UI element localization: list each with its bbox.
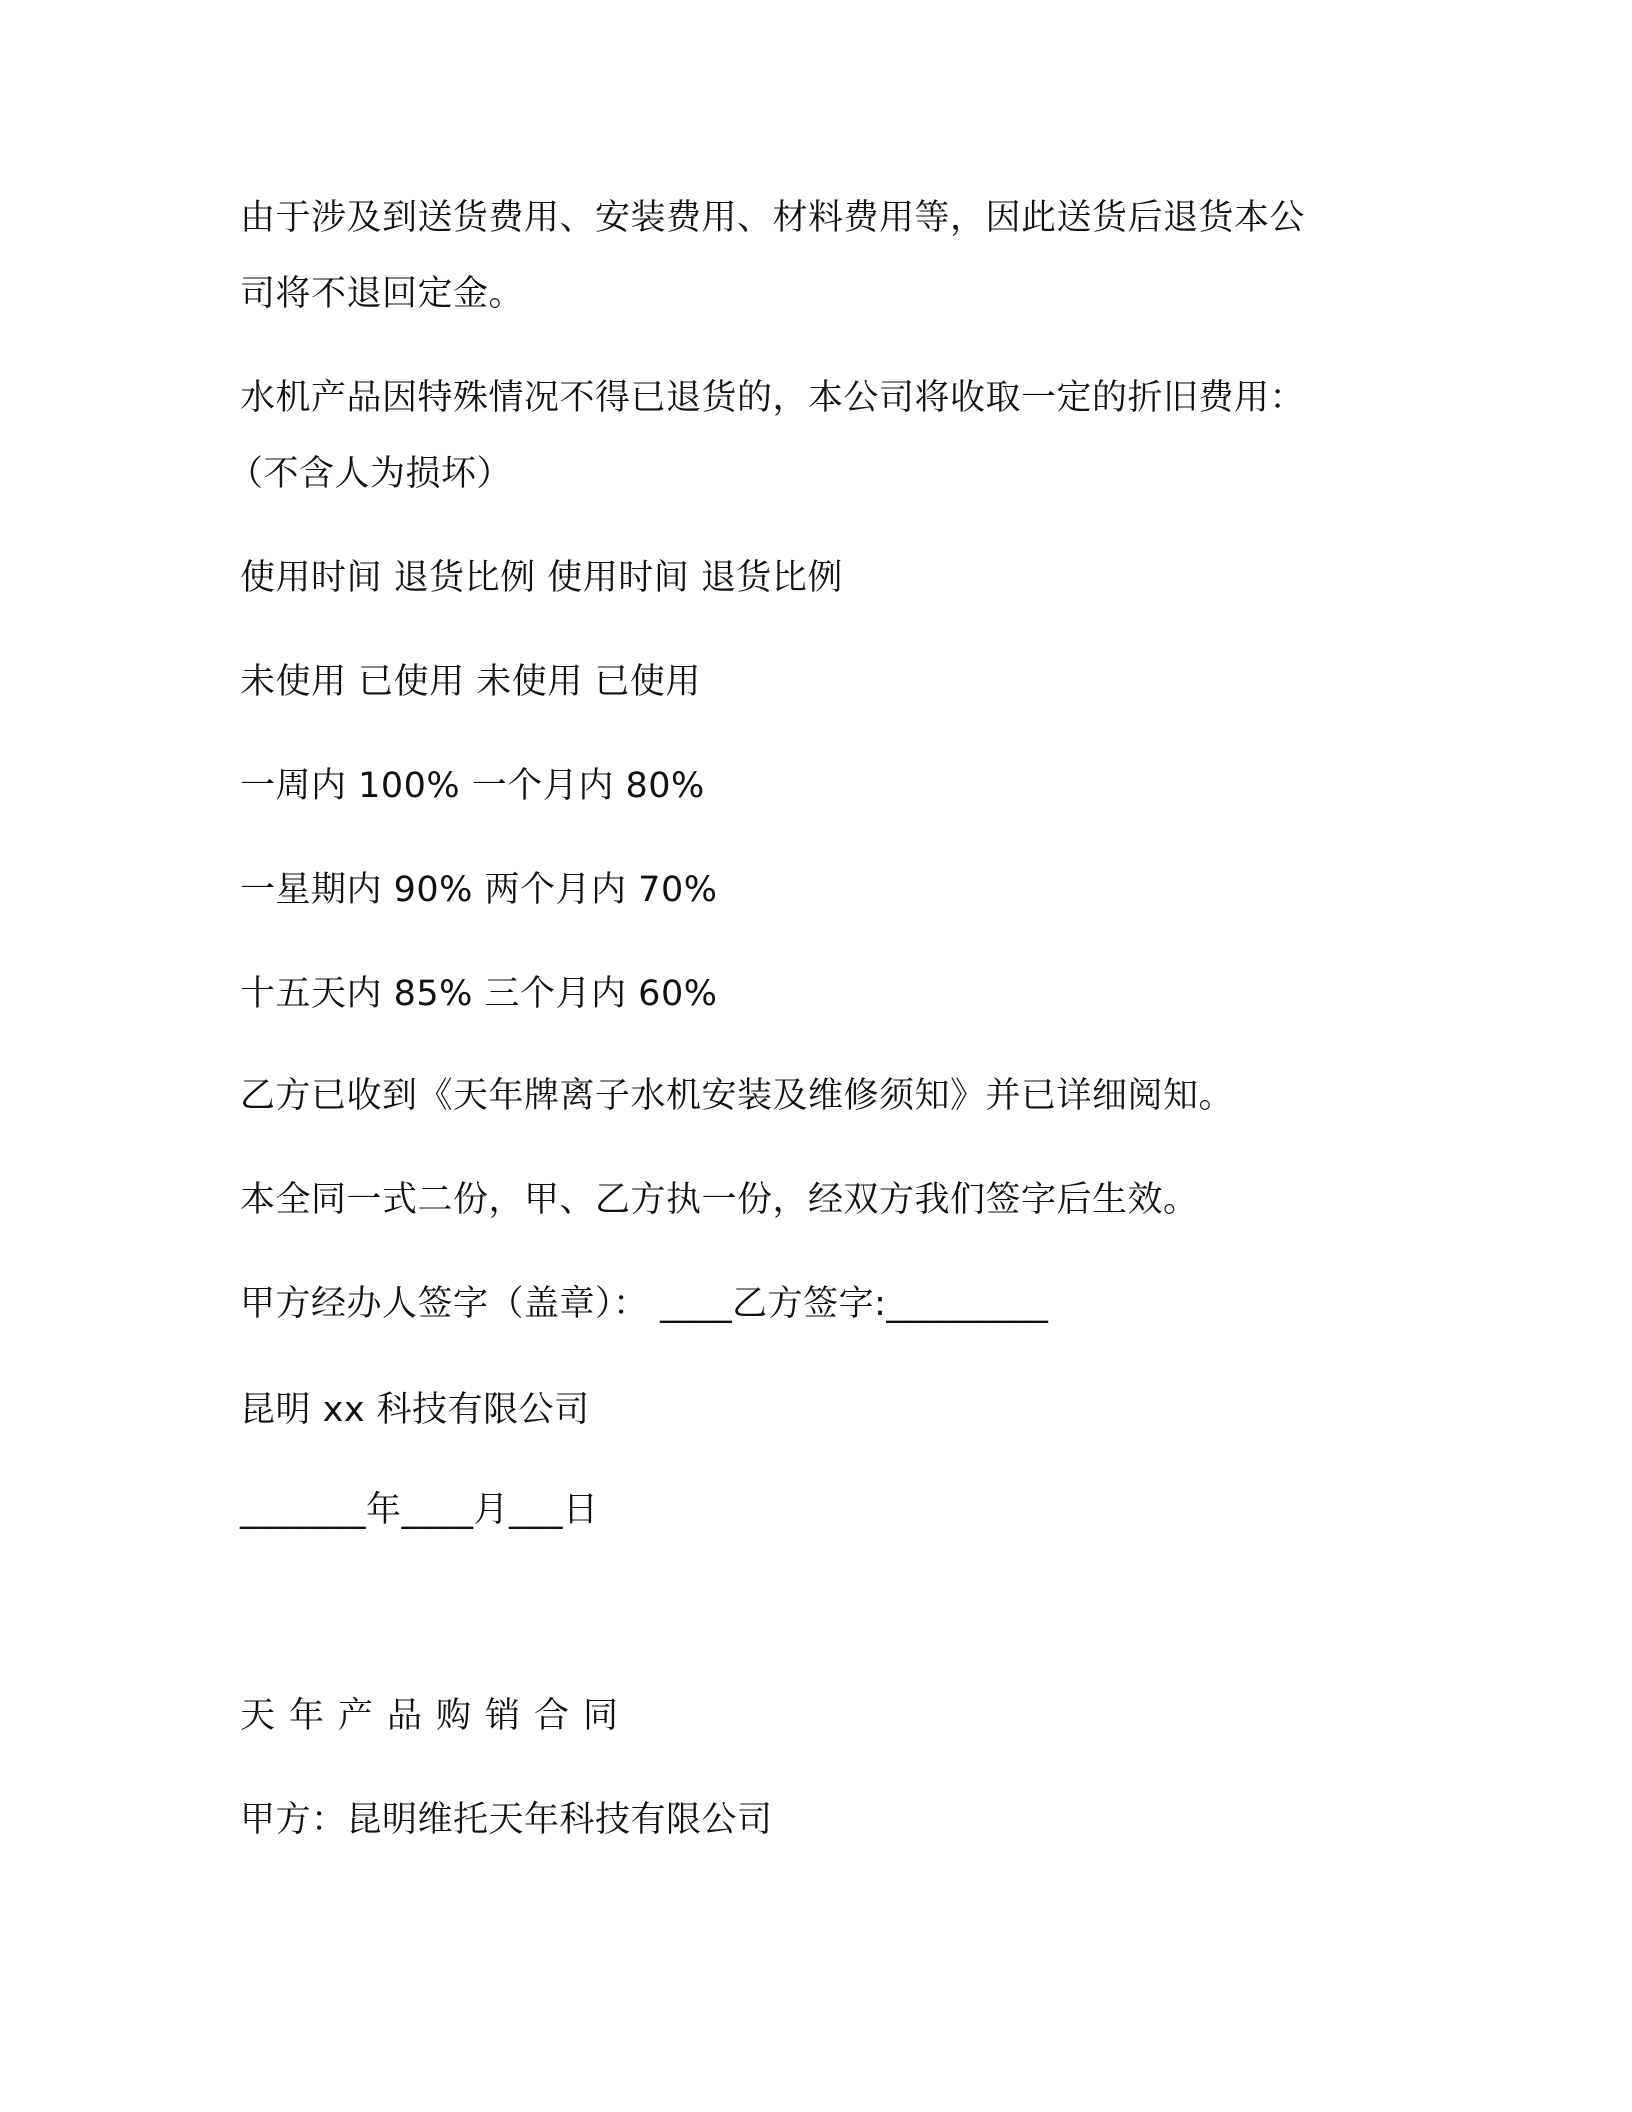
paragraph-deposit-line-1: 由于涉及到送货费用、安装费用、材料费用等，因此送货后退货本公 <box>240 198 1306 238</box>
signature-line: 甲方经办人签字（盖章）： ____乙方签字:_________ <box>240 1284 1049 1324</box>
paragraph-deposit-line-2: 司将不退回定金。 <box>240 274 525 314</box>
table-header-row: 使用时间 退货比例 使用时间 退货比例 <box>240 558 843 598</box>
date-line: _______年____月___日 <box>240 1490 599 1530</box>
table-row: 一周内 100% 一个月内 80% <box>240 766 705 806</box>
company-name: 昆明 xx 科技有限公司 <box>240 1390 590 1430</box>
paragraph-depreciation-line-1: 水机产品因特殊情况不得已退货的，本公司将收取一定的折旧费用： <box>240 378 1306 418</box>
party-a-line: 甲方：昆明维托天年科技有限公司 <box>240 1800 773 1840</box>
table-row: 十五天内 85% 三个月内 60% <box>240 974 718 1014</box>
table-subheader-row: 未使用 已使用 未使用 已使用 <box>240 662 701 702</box>
paragraph-contract-copies: 本全同一式二份，甲、乙方执一份，经双方我们签字后生效。 <box>240 1180 1199 1220</box>
paragraph-depreciation-line-2: （不含人为损坏） <box>228 454 513 494</box>
table-row: 一星期内 90% 两个月内 70% <box>240 870 718 910</box>
contract-title: 天年产品购销合同 <box>240 1696 633 1736</box>
paragraph-notice-received: 乙方已收到《天年牌离子水机安装及维修须知》并已详细阅知。 <box>240 1076 1235 1116</box>
